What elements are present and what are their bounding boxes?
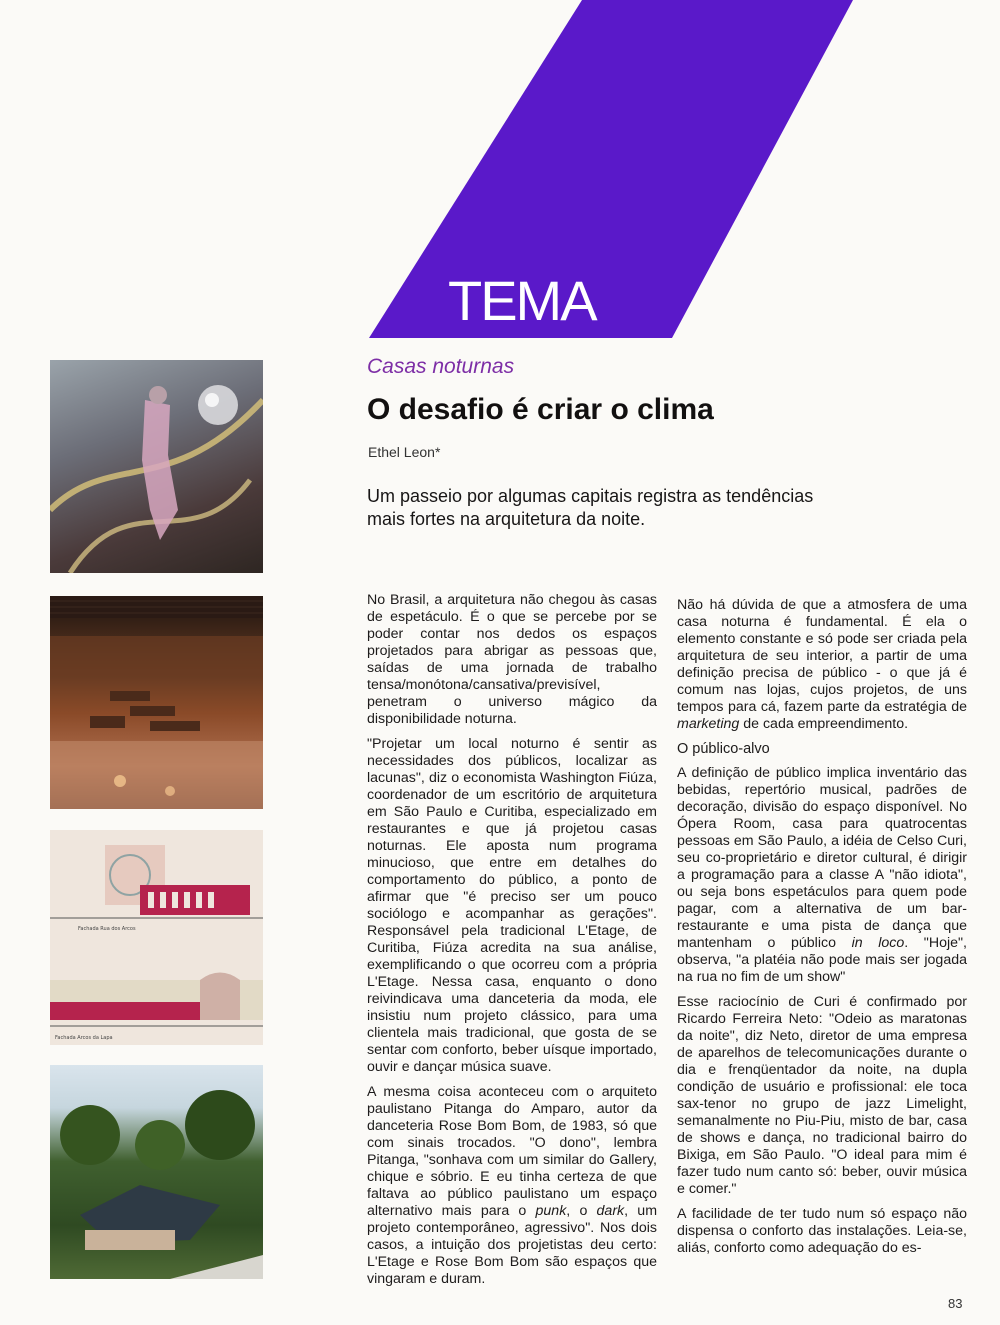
- text-run: . "Hoje", observa, "a platéia não pode mais ser jogada na rua no fim de um show": [677, 935, 967, 985]
- text-run: de cada empreendimento.: [739, 716, 909, 732]
- section-subhead: O público-alvo: [677, 741, 770, 757]
- text-run: Não há dúvida de que a atmosfera de uma casa noturna é fundamental. É ela o elemento constante e só pode ser criada pela arquitetura de seu interior, a partir de uma definição precisa de público - o que já é comum nas lojas, cujos projetos, de uns tempos para cá, fazem parte da estratégia de: [677, 597, 967, 715]
- text-run: A mesma coisa aconteceu com o arquiteto paulistano Pitanga do Amparo, autor da danceteria Rose Bom Bom, de 1983, só que com sinais trocados. "O dono", lembra Pitanga, "sonhava com um similar do Gallery, chique e sóbrio. E eu tinha certeza de que faltava ao público paulistano um espaço alternativo mais para o: [367, 1084, 657, 1219]
- photo-nightclub-interior: [50, 596, 263, 809]
- body-paragraph: No Brasil, a arquitetura não chegou às casas de espetáculo. É o que se percebe por se poder contar nos dedos os espaços projetados para abrigar as pessoas que, saídas de uma jornada de trabalho tensa/monótona/cansativa/previsível, penetram o universo mágico da disponibilidade noturna.: [367, 592, 657, 727]
- body-paragraph: A facilidade de ter tudo num só espaço não dispensa o conforto das instalações. Leia-se, aliás, conforto como adequação do es-: [677, 1206, 967, 1256]
- photo-building-in-trees: [50, 1065, 263, 1279]
- page-number: 83: [948, 1296, 963, 1311]
- drawing-caption-bottom: Fachada Arcos da Lapa: [55, 1035, 113, 1041]
- body-paragraph: [677, 765, 967, 986]
- article-author: Ethel Leon*: [368, 444, 441, 460]
- text-run: A definição de público implica inventário das bebidas, repertório musical, padrões de decoração, divisão do espaço disponível. No Ópera Room, casa para quatrocentas pessoas em São Paulo, a idéia de Celso Curi, seu co-proprietário e diretor cultural, é dirigir a programação para a classe A "não idiota", ou seja bons espetáculos para quem pode pagar, com a alternativa de um bar-restaurante e uma pista de dança que mantenham o público: [677, 765, 967, 951]
- photo-dancer-figure: [50, 360, 263, 573]
- body-paragraph: Esse raciocínio de Curi é confirmado por Ricardo Ferreira Neto: "Odeio as maratonas da noite", diz Neto, diretor de uma empresa de aparelhos de telecomunicações durante o dia e frenqüentador da noite, na dupla condição de usuário e profissional: ele toca sax-tenor no grupo de jazz Limelight, semanalmente no Piu-Piu, misto de bar, casa de shows e dança, no tradicional bairro do Bixiga, em São Paulo. "O ideal para mim é fazer tudo num canto só: beber, ouvir música e comer.": [677, 994, 967, 1197]
- text-run: , um projeto contemporâneo, agressivo". Nos dois casos, a intuição dos projetistas deu certo: L'Etage e Rose Bom Bom são espaços que vingaram e duram.: [367, 1203, 658, 1287]
- banner-shape: [369, 0, 853, 338]
- drawing-caption-top: Fachada Rua dos Arcos: [78, 926, 136, 932]
- italic-term: marketing: [677, 716, 740, 732]
- body-paragraph: [677, 597, 967, 733]
- italic-term: in loco: [851, 935, 905, 951]
- drawing-facades: [50, 830, 263, 1045]
- article-kicker: Casas noturnas: [367, 355, 515, 378]
- article-lead: Um passeio por algumas capitais registra as tendências mais fortes na arquitetura da noite.: [367, 486, 814, 529]
- text-run: , o: [566, 1203, 597, 1219]
- italic-term: dark: [596, 1203, 625, 1219]
- article-headline: O desafio é criar o clima: [367, 393, 714, 426]
- body-paragraph: [367, 1084, 657, 1288]
- italic-term: punk: [535, 1203, 567, 1219]
- body-column-2: [677, 597, 967, 1265]
- section-label: TEMA: [448, 269, 596, 332]
- body-paragraph: "Projetar um local noturno é sentir as necessidades dos públicos, localizar as lacunas", diz o economista Washington Fiúza, coordenador de um escritório de arquitetura em São Paulo e Curitiba, especializado em restaurantes e que já projetou casas noturnas. Ele aposta num programa minucioso, que entre em detalhes do comportamento do público, a ponto de afirmar que "é preciso ser um pouco sociólogo e acompanhar as gerações". Responsável pela tradicional L'Etage, de Curitiba, Fiúza acredita na sua análise, exemplificando o que ocorreu com a própria L'Etage. Nessa casa, enquanto o dono reivindicava uma danceteria da moda, ele insistiu num projeto clássico, para uma clientela mais tradicional, que gosta de se sentar com conforto, beber uísque importado, ouvir e dançar música suave.: [367, 736, 657, 1075]
- body-column-1: [367, 592, 657, 1296]
